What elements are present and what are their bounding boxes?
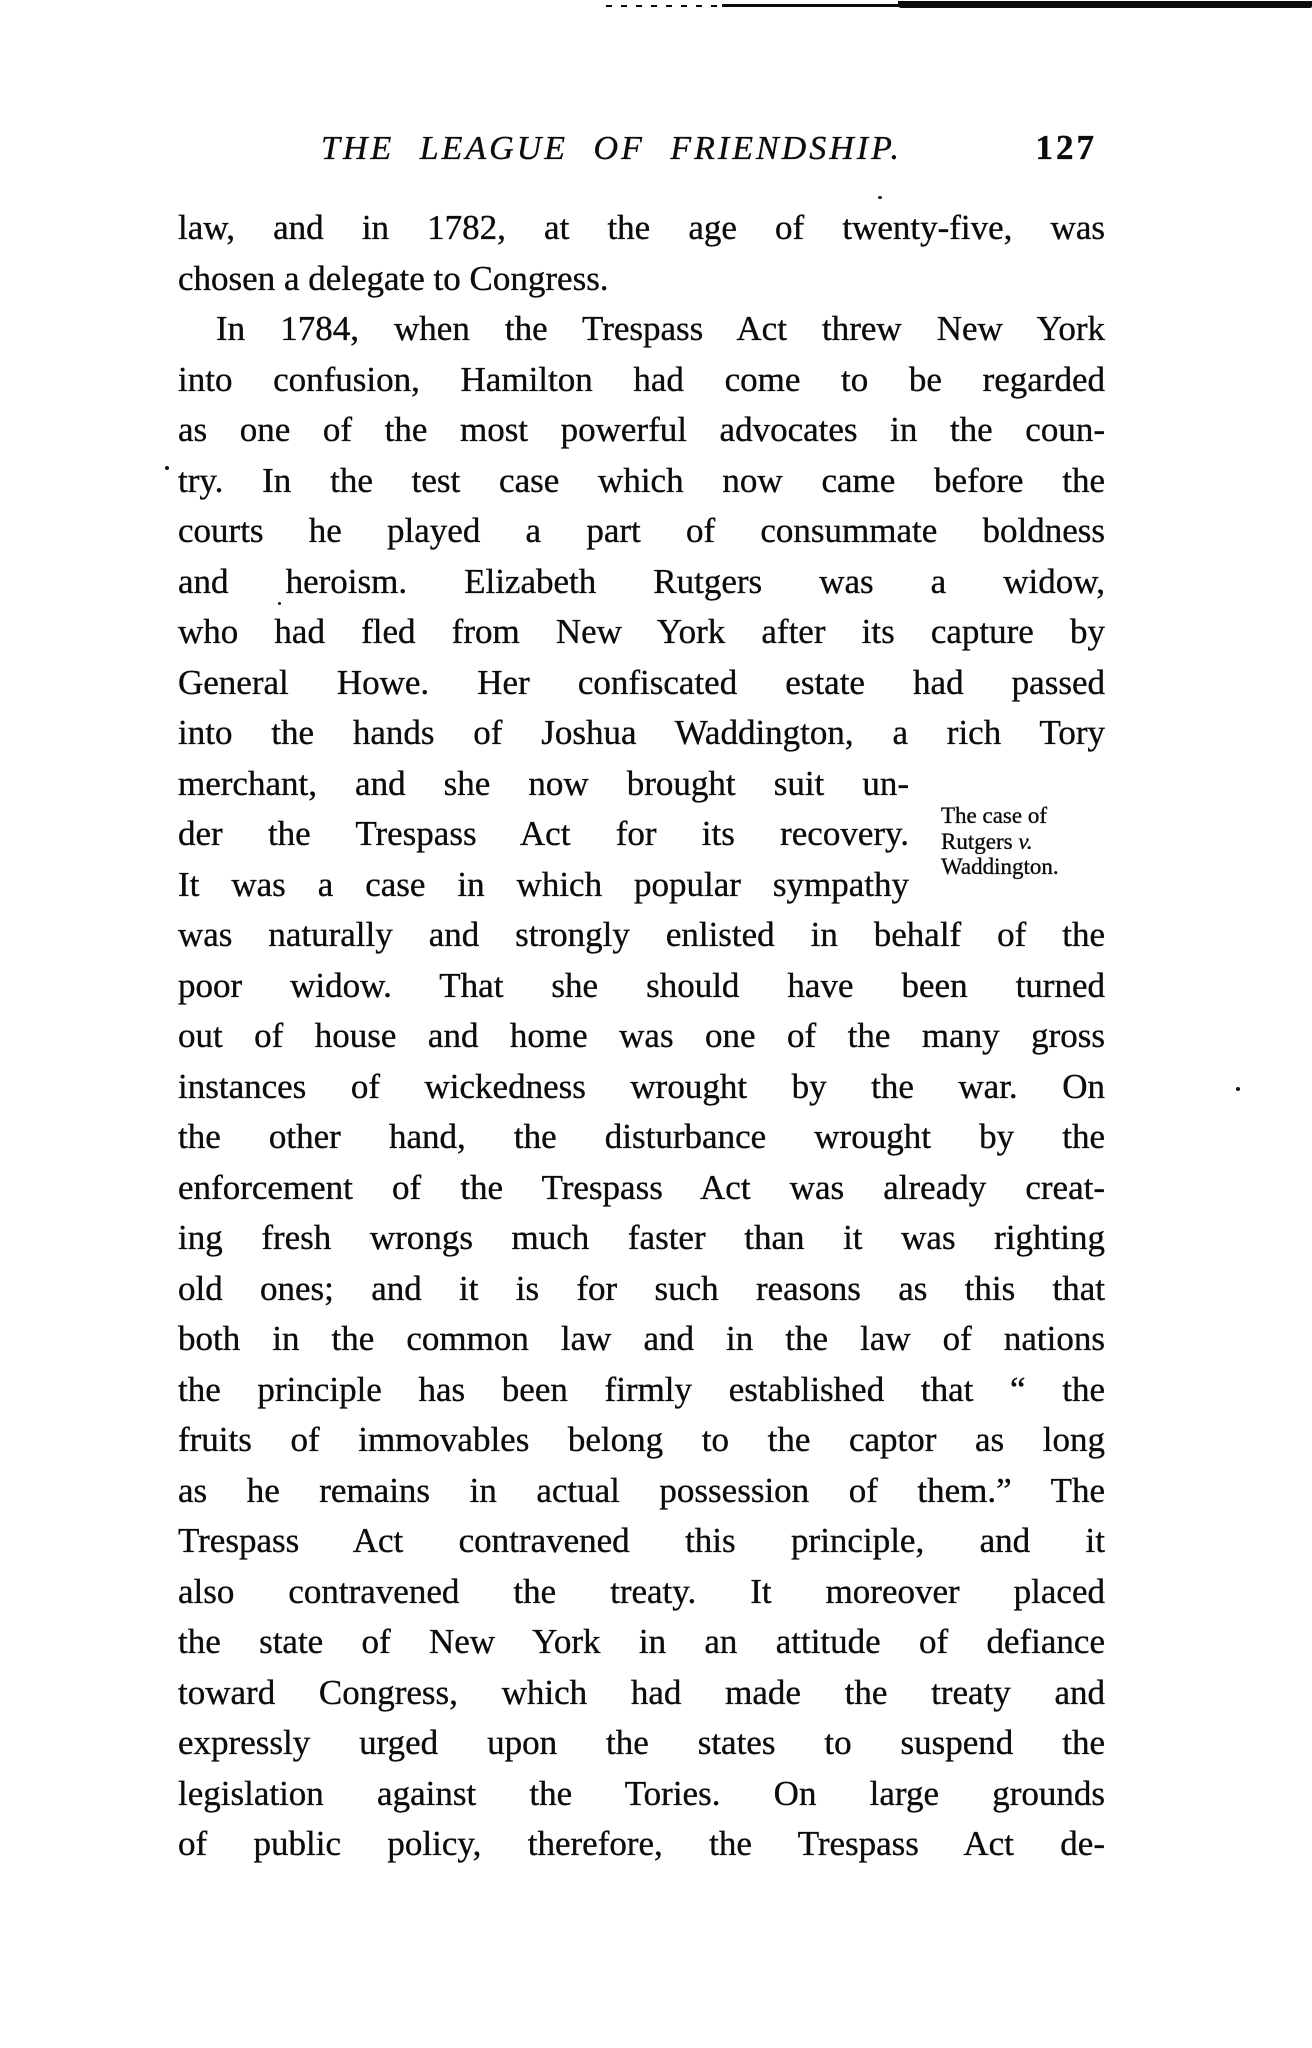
- text-line: also contravened the treaty. It moreover placed: [178, 1571, 1105, 1611]
- margin-note-case-name: Rutgers: [941, 828, 1019, 854]
- text-line: In 1784, when the Trespass Act threw New York: [216, 309, 1105, 348]
- margin-note-line: Waddington.: [941, 854, 1059, 879]
- text-line: of public policy, therefore, the Trespass Act de-: [178, 1824, 1105, 1863]
- text-line: courts he played a part of consummate boldness: [178, 511, 1105, 550]
- text-line: chosen a delegate to Congress.: [178, 258, 609, 298]
- margin-note-line: The case of: [941, 803, 1047, 828]
- body-text: [178, 203, 1105, 1870]
- text-line: enforcement of the Trespass Act was already creat-: [178, 1167, 1105, 1207]
- margin-note-line: [941, 829, 1116, 855]
- text-line: toward Congress, which had made the treaty and: [178, 1672, 1105, 1712]
- text-line: the other hand, the disturbance wrought by the: [178, 1117, 1105, 1156]
- scan-speck: [165, 466, 169, 470]
- text-line: into confusion, Hamilton had come to be regarded: [178, 359, 1105, 399]
- running-title: THE LEAGUE OF FRIENDSHIP.: [321, 130, 902, 167]
- text-line: as one of the most powerful advocates in the coun-: [178, 410, 1105, 449]
- text-line: Trespass Act contravened this principle, and it: [178, 1521, 1105, 1560]
- text-line: and heroism. Elizabeth Rutgers was a widow,: [178, 561, 1105, 601]
- text-line: who had fled from New York after its capture by: [178, 612, 1105, 651]
- text-line: old ones; and it is for such reasons as this that: [178, 1268, 1105, 1308]
- text-line: try. In the test case which now came before the: [178, 460, 1105, 500]
- scan-artifact-line-thick: [898, 1, 1312, 8]
- margin-note: [941, 803, 1116, 880]
- text-line: out of house and home was one of the many gross: [178, 1016, 1105, 1055]
- scan-artifact-line-dashes: [606, 5, 726, 7]
- text-line: into the hands of Joshua Waddington, a rich Tory: [178, 713, 1105, 752]
- text-line: the state of New York in an attitude of defiance: [178, 1622, 1105, 1661]
- text-line: expressly urged upon the states to suspend the: [178, 1723, 1105, 1762]
- text-line: as he remains in actual possession of them.” The: [178, 1470, 1105, 1510]
- text-line: It was a case in which popular sympathy: [178, 864, 909, 904]
- text-line: General Howe. Her confiscated estate had passed: [178, 662, 1105, 702]
- text-line: the principle has been firmly established that “ the: [178, 1369, 1105, 1409]
- text-line: fruits of immovables belong to the captor as long: [178, 1420, 1105, 1459]
- text-line: der the Trespass Act for its recovery.: [178, 814, 909, 853]
- scan-speck: [1236, 1087, 1240, 1091]
- text-line: merchant, and she now brought suit un-: [178, 763, 909, 803]
- scan-artifact-line-thin: [722, 4, 904, 7]
- text-line: ing fresh wrongs much faster than it was righting: [178, 1218, 1105, 1257]
- page-number: 127: [1035, 128, 1097, 167]
- text-line: poor widow. That she should have been turned: [178, 965, 1105, 1005]
- text-line: instances of wickedness wrought by the war. On: [178, 1066, 1105, 1106]
- running-head: [178, 130, 1105, 176]
- text-line: legislation against the Tories. On large grounds: [178, 1773, 1105, 1813]
- margin-note-versus: v.: [1018, 828, 1033, 854]
- text-line: was naturally and strongly enlisted in behalf of the: [178, 915, 1105, 954]
- scan-speck: [878, 196, 882, 199]
- text-line: both in the common law and in the law of nations: [178, 1319, 1105, 1358]
- text-line: law, and in 1782, at the age of twenty-five, was: [178, 208, 1105, 247]
